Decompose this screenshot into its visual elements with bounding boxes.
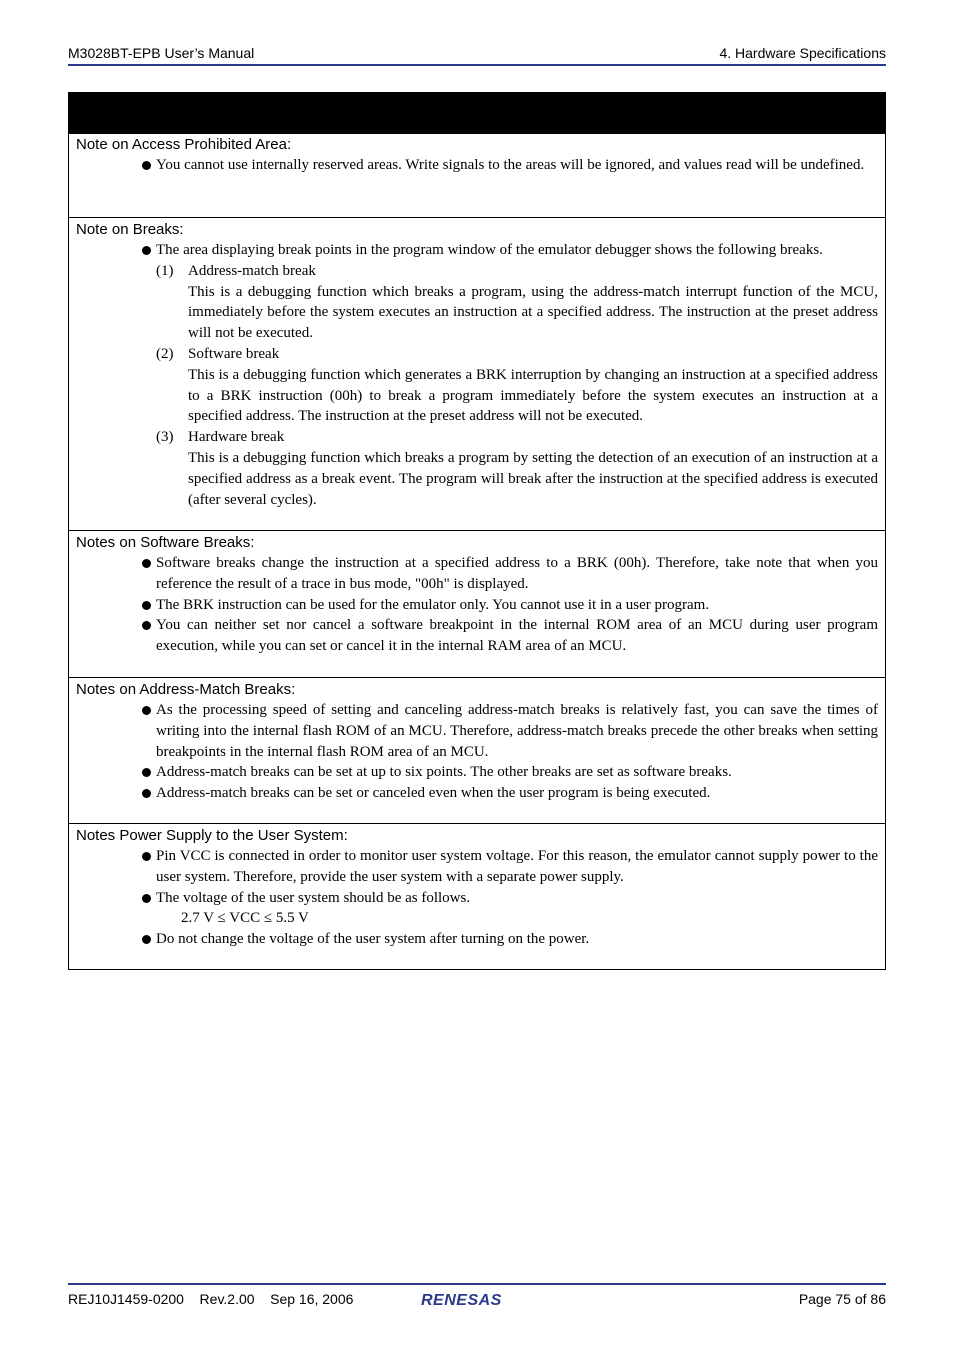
header-rule <box>68 64 886 66</box>
renesas-logo-text: RENESAS <box>421 1292 502 1309</box>
numbered-item-text: This is a debugging function which generates a BRK interruption by changing an instruction at a specified address to a BRK instruction (00h) to break a program immediately before the system executes an instruction at a specified address. The instruction at the preset address will not be executed. <box>188 366 878 425</box>
bullet-dot-icon <box>142 161 151 170</box>
header-manual-title: M3028BT-EPB User’s Manual <box>68 45 255 61</box>
section-title: Note on Breaks: <box>76 221 184 238</box>
bullet-dot-icon <box>142 789 151 798</box>
section-title: Notes on Software Breaks: <box>76 534 255 551</box>
voltage-range-formula: 2.7 V ≤ VCC ≤ 5.5 V <box>181 910 309 927</box>
bullet-item: You cannot use internally reserved areas. Write signals to the areas will be ignored, and values read will be undefined. <box>69 155 885 176</box>
footer-revision: Rev.2.00 <box>199 1291 255 1307</box>
bullet-dot-icon <box>142 706 151 715</box>
bullet-dot-icon <box>142 852 151 861</box>
bullet-item: The BRK instruction can be used for the emulator only. You cannot use it in a user program. <box>69 595 885 616</box>
section-breaks <box>69 217 885 530</box>
numbered-item-label: (2) Software break <box>156 345 280 362</box>
section-address-match-breaks <box>69 677 885 823</box>
bullet-dot-icon <box>142 935 151 944</box>
numbered-item-label: (1) Address-match break <box>156 262 316 279</box>
renesas-logo-icon <box>420 1289 532 1309</box>
bullet-item: Address-match breaks can be set or canceled even when the user program is being executed. <box>69 783 885 804</box>
bullet-item: You can neither set nor cancel a software breakpoint in the internal ROM area of an MCU during user program execution, while you can set or cancel it in the internal RAM area of an MCU. <box>69 615 885 657</box>
section-software-breaks <box>69 530 885 677</box>
bullet-item: Do not change the voltage of the user system after turning on the power. <box>69 929 885 950</box>
bullet-dot-icon <box>142 246 151 255</box>
bullet-dot-icon <box>142 894 151 903</box>
section-title: Notes Power Supply to the User System: <box>76 827 348 844</box>
bullet-dot-icon <box>142 621 151 630</box>
bullet-item: Pin VCC is connected in order to monitor user system voltage. For this reason, the emulator cannot supply power to the user system. Therefore, provide the user system with a separate power supply. <box>69 846 885 888</box>
bullet-item: The area displaying break points in the program window of the emulator debugger shows the following breaks. <box>69 240 885 261</box>
footer-doc-id: REJ10J1459-0200 <box>68 1291 184 1307</box>
bullet-dot-icon <box>142 768 151 777</box>
section-title: Note on Access Prohibited Area: <box>76 136 292 153</box>
bullet-item: The voltage of the user system should be as follows. <box>69 888 885 909</box>
page-header <box>68 44 886 62</box>
numbered-item-text: This is a debugging function which breaks a program by setting the detection of an execution of an instruction at a specified address as a break event. The program will break after the instruction at the specified address is executed (after several cycles). <box>188 449 878 508</box>
notes-table <box>68 133 886 970</box>
section-access-prohibited-area <box>69 133 885 217</box>
bullet-dot-icon <box>142 601 151 610</box>
bullet-dot-icon <box>142 559 151 568</box>
footer-date: Sep 16, 2006 <box>270 1291 354 1307</box>
bullet-item: As the processing speed of setting and canceling address-match breaks is relatively fast, you can save the times of writing into the internal flash ROM of an MCU. Therefore, address-match breaks precede the other breaks when setting breakpoints in the internal flash ROM area of an MCU. <box>69 700 885 762</box>
header-chapter-title: 4. Hardware Specifications <box>719 45 886 61</box>
section-power-supply <box>69 823 885 969</box>
bullet-item: Address-match breaks can be set at up to six points. The other breaks are set as software breaks. <box>69 762 885 783</box>
numbered-item-label: (3) Hardware break <box>156 429 285 446</box>
table-title-band <box>68 92 886 134</box>
numbered-item-text: This is a debugging function which breaks a program, using the address-match interrupt function of the MCU, immediately before the system executes an instruction at a specified address. The instruction at the preset address will not be executed. <box>188 283 878 342</box>
footer-doc-info <box>68 1290 353 1308</box>
bullet-item: Software breaks change the instruction at a specified address to a BRK (00h). Therefore, take note that when you reference the result of a trace in bus mode, "00h" is displayed. <box>69 553 885 595</box>
footer-rule <box>68 1283 886 1285</box>
section-title: Notes on Address-Match Breaks: <box>76 681 296 698</box>
footer-page-number: Page 75 of 86 <box>798 1291 886 1307</box>
